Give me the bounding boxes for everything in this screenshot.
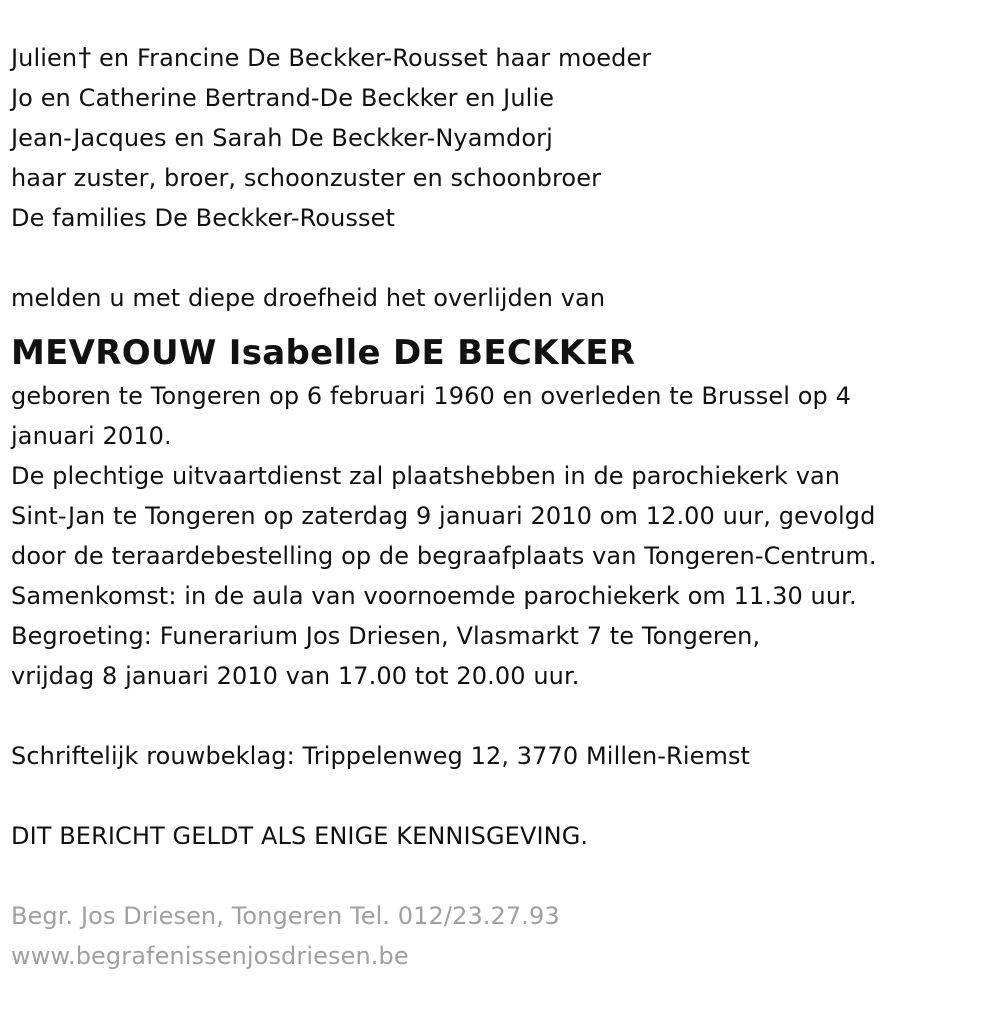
spacer: [11, 856, 986, 896]
spacer: [11, 238, 986, 278]
notice-statement: DIT BERICHT GELDT ALS ENIGE KENNISGEVING.: [11, 822, 589, 850]
family-name-julien: Julien: [11, 44, 78, 72]
family-line-2: Jo en Catherine Bertrand-De Beckker en Julie: [11, 84, 555, 112]
details-line-3: De plechtige uitvaartdienst zal plaatshebben in de parochiekerk van: [11, 462, 841, 490]
details-line-7: Begroeting: Funerarium Jos Driesen, Vlasmarkt 7 te Tongeren,: [11, 622, 761, 650]
details-line-1: geboren te Tongeren op 6 februari 1960 en overleden te Brussel op 4: [11, 382, 851, 410]
family-line-4: haar zuster, broer, schoonzuster en schoonbroer: [11, 164, 602, 192]
family-line-1: [11, 38, 986, 78]
details-line-4: Sint-Jan te Tongeren op zaterdag 9 januari 2010 om 12.00 uur, gevolgd: [11, 502, 876, 530]
cross-icon: †: [78, 43, 92, 73]
family-line-1-rest: en Francine De Beckker-Rousset haar moeder: [91, 44, 652, 72]
family-line-3: Jean-Jacques en Sarah De Beckker-Nyamdorj: [11, 124, 553, 152]
announcement-line: melden u met diepe droefheid het overlijden van: [11, 284, 606, 312]
undertaker-website-link[interactable]: www.begrafenissenjosdriesen.be: [11, 942, 409, 970]
deceased-name-heading: MEVROUW Isabelle DE BECKKER: [11, 333, 636, 373]
details-line-8: vrijdag 8 januari 2010 van 17.00 tot 20.00 uur.: [11, 662, 580, 690]
obituary-notice: [11, 38, 986, 976]
spacer: [11, 696, 986, 736]
spacer: [11, 776, 986, 816]
details-line-6: Samenkomst: in de aula van voornoemde parochiekerk om 11.30 uur.: [11, 582, 857, 610]
family-line-5: De families De Beckker-Rousset: [11, 204, 395, 232]
undertaker-contact: Begr. Jos Driesen, Tongeren Tel. 012/23.27.93: [11, 902, 560, 930]
details-line-5: door de teraardebestelling op de begraafplaats van Tongeren-Centrum.: [11, 542, 877, 570]
details-line-2: januari 2010.: [11, 422, 172, 450]
condolence-address: Schriftelijk rouwbeklag: Trippelenweg 12, 3770 Millen-Riemst: [11, 742, 751, 770]
